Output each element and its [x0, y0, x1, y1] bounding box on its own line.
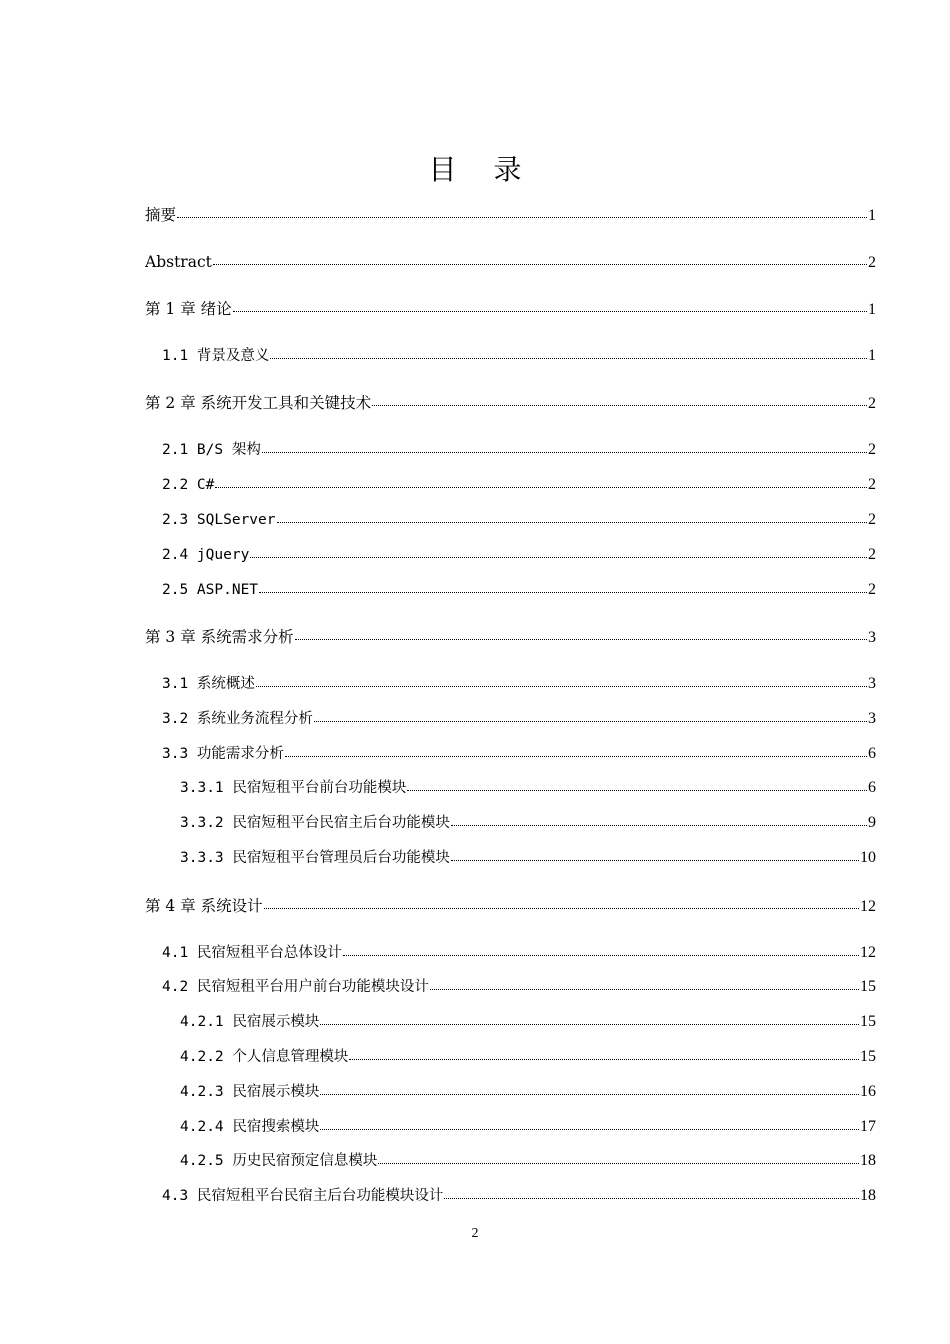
toc-entry-label: 3.3.2 民宿短租平台民宿主后台功能模块	[180, 815, 450, 831]
dot-leader	[320, 1129, 859, 1130]
dot-leader	[320, 1024, 859, 1025]
toc-entry-page: 12	[860, 944, 876, 961]
dot-leader	[451, 825, 867, 826]
toc-entry-page: 2	[868, 441, 876, 458]
dot-leader	[270, 358, 867, 359]
dot-leader	[349, 1059, 859, 1060]
toc-entry-label: 1.1 背景及意义	[162, 348, 270, 364]
toc-entry-label: 4.2.4 民宿搜索模块	[180, 1119, 320, 1135]
dot-leader	[213, 264, 867, 265]
dot-leader	[314, 721, 867, 722]
toc-entry-page: 6	[868, 779, 876, 796]
toc-title: 目 录	[428, 153, 536, 186]
toc-entry-page: 1	[868, 301, 876, 318]
dot-leader	[320, 1094, 859, 1095]
toc-entry-label: 2.3 SQLServer	[162, 512, 276, 528]
toc-entry[interactable]	[145, 297, 876, 321]
toc-entry[interactable]	[162, 941, 876, 965]
toc-entry[interactable]	[180, 1010, 876, 1034]
toc-entry[interactable]	[162, 473, 876, 497]
toc-entry[interactable]	[180, 1080, 876, 1104]
toc-entry-page: 2	[868, 581, 876, 598]
toc-entry-label: 4.2.1 民宿展示模块	[180, 1014, 320, 1030]
dot-leader	[177, 217, 867, 218]
toc-entry[interactable]	[145, 894, 876, 918]
toc-entry[interactable]	[162, 707, 876, 731]
toc-entry-label: 3.3.3 民宿短租平台管理员后台功能模块	[180, 850, 450, 866]
toc-entry-page: 3	[868, 710, 876, 727]
toc-entry-label: 3.3 功能需求分析	[162, 746, 284, 762]
toc-entry-label: 2.2 C#	[162, 477, 215, 493]
toc-entry-label: 4.2.5 历史民宿预定信息模块	[180, 1153, 378, 1169]
dot-leader	[295, 639, 867, 640]
toc-entry-label: 第 4 章 系统设计	[145, 897, 263, 915]
toc-entry-page: 15	[860, 978, 876, 995]
dot-leader	[259, 592, 867, 593]
toc-entry-label: 摘要	[145, 206, 177, 224]
toc-entry-label: 3.3.1 民宿短租平台前台功能模块	[180, 780, 407, 796]
toc-entry-label: 2.1 B/S 架构	[162, 442, 261, 458]
toc-entry-label: 第 1 章 绪论	[145, 300, 232, 318]
toc-entry-page: 2	[868, 546, 876, 563]
dot-leader	[264, 908, 859, 909]
dot-leader	[215, 487, 867, 488]
dot-leader	[451, 860, 859, 861]
dot-leader	[343, 955, 859, 956]
toc-entry-page: 12	[860, 898, 876, 915]
toc-entry-page: 18	[860, 1152, 876, 1169]
dot-leader	[277, 522, 868, 523]
dot-leader	[233, 311, 867, 312]
dot-leader	[378, 1163, 859, 1164]
toc-entry-label: Abstract	[145, 253, 212, 271]
dot-leader	[372, 405, 867, 406]
toc-entry-page: 6	[868, 745, 876, 762]
toc-entry-page: 10	[860, 849, 876, 866]
toc-entry-page: 1	[868, 347, 876, 364]
toc-entry-page: 2	[868, 476, 876, 493]
dot-leader	[285, 756, 867, 757]
toc-entry-label: 4.3 民宿短租平台民宿主后台功能模块设计	[162, 1188, 444, 1204]
toc-entry-page: 17	[860, 1118, 876, 1135]
dot-leader	[256, 686, 867, 687]
toc-entry-label: 第 2 章 系统开发工具和关键技术	[145, 394, 372, 412]
toc-entry-label: 3.2 系统业务流程分析	[162, 711, 313, 727]
dot-leader	[444, 1198, 859, 1199]
toc-entry[interactable]	[180, 776, 876, 800]
toc-entry-page: 3	[868, 675, 876, 692]
toc-entry-label: 2.5 ASP.NET	[162, 582, 259, 598]
toc-entry-page: 2	[868, 395, 876, 412]
toc-entry-label: 4.2 民宿短租平台用户前台功能模块设计	[162, 979, 429, 995]
toc-entry[interactable]	[162, 543, 876, 567]
toc-entry[interactable]	[162, 975, 876, 999]
dot-leader	[250, 557, 867, 558]
toc-entry-page: 2	[868, 254, 876, 271]
toc-entry-page: 15	[860, 1013, 876, 1030]
toc-entry-label: 4.1 民宿短租平台总体设计	[162, 945, 342, 961]
toc-entry-page: 16	[860, 1083, 876, 1100]
toc-entry-label: 3.1 系统概述	[162, 676, 255, 692]
toc-entry[interactable]	[145, 203, 876, 227]
toc-entry[interactable]	[180, 1045, 876, 1069]
toc-entry-label: 第 3 章 系统需求分析	[145, 628, 294, 646]
toc-entry-label: 4.2.3 民宿展示模块	[180, 1084, 320, 1100]
toc-entry-label: 2.4 jQuery	[162, 547, 250, 563]
toc-entry-page: 2	[868, 511, 876, 528]
dot-leader	[407, 790, 867, 791]
toc-entry[interactable]	[162, 344, 876, 368]
toc-entry[interactable]	[180, 1149, 876, 1173]
toc-entry-page: 3	[868, 629, 876, 646]
toc-entry-label: 4.2.2 个人信息管理模块	[180, 1049, 349, 1065]
toc-entry-page: 15	[860, 1048, 876, 1065]
toc-entry[interactable]	[145, 391, 876, 415]
toc-entry[interactable]	[162, 578, 876, 602]
toc-entry[interactable]	[180, 811, 876, 835]
toc-entry[interactable]	[145, 250, 876, 274]
toc-entry-page: 1	[868, 207, 876, 224]
toc-entry[interactable]	[162, 508, 876, 532]
toc-entry-page: 9	[868, 814, 876, 831]
toc-entry[interactable]	[162, 672, 876, 696]
toc-entry[interactable]	[145, 625, 876, 649]
dot-leader	[262, 452, 867, 453]
toc-entry-page: 18	[860, 1187, 876, 1204]
toc-entry[interactable]	[162, 742, 876, 766]
toc-entry[interactable]	[162, 1184, 876, 1208]
page-number: 2	[471, 1226, 479, 1241]
dot-leader	[430, 989, 859, 990]
toc-entry[interactable]	[162, 438, 876, 462]
toc-entry[interactable]	[180, 846, 876, 870]
toc-entry[interactable]	[180, 1115, 876, 1139]
